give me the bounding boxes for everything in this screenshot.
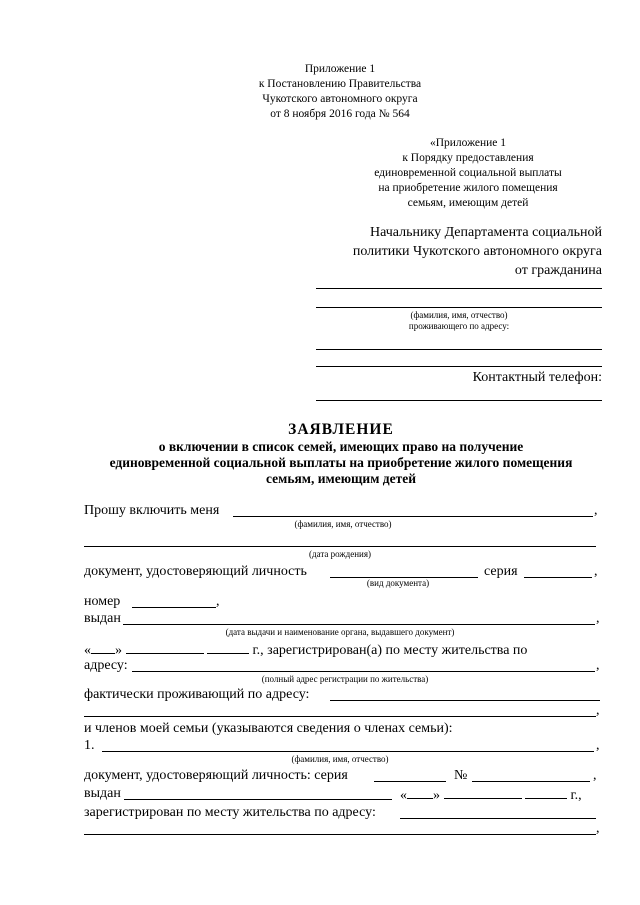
- series-label: серия: [484, 564, 518, 579]
- applicant-name-line-2[interactable]: [316, 307, 602, 308]
- quote-open: «: [84, 643, 91, 658]
- addressee-line: политики Чукотского автономного округа: [352, 244, 602, 259]
- header-line: Чукотского автономного округа: [262, 93, 418, 105]
- order-appendix-header: [338, 136, 598, 211]
- hint-address: проживающего по адресу:: [408, 321, 510, 331]
- header-line: «Приложение 1: [429, 137, 507, 149]
- doc-label: документ, удостоверяющий личность: [84, 564, 307, 579]
- quote-close: »: [433, 788, 440, 803]
- year-field[interactable]: [207, 640, 249, 654]
- header-line: семьям, имеющим детей: [407, 197, 529, 209]
- series-line[interactable]: [524, 577, 592, 578]
- member-day-field[interactable]: [407, 785, 433, 799]
- request-label: Прошу включить меня: [84, 503, 220, 518]
- hint-fio: (фамилия, имя, отчество): [410, 310, 508, 320]
- hint-doc-type: (вид документа): [366, 578, 430, 588]
- reg-address-line[interactable]: [132, 671, 595, 672]
- hint-reg-address: (полный адрес регистрации по жительства): [261, 674, 429, 684]
- header-line: от 8 ноября 2016 года № 564: [270, 108, 410, 120]
- member-reg-label: зарегистрирован по месту жительства по адресу:: [84, 805, 376, 820]
- title-subline: о включении в список семей, имеющих право на получение: [158, 439, 524, 454]
- hint-member-fio: (фамилия, имя, отчество): [291, 754, 389, 764]
- member-issued-label: выдан: [84, 786, 121, 801]
- applicant-fio-line[interactable]: [233, 516, 593, 517]
- member-date-row: [400, 785, 582, 804]
- addressee-block: [282, 223, 602, 280]
- address-label: адресу:: [84, 658, 128, 673]
- phone-line[interactable]: [316, 400, 602, 401]
- header-line: на приобретение жилого помещения: [378, 182, 558, 194]
- hint-birth-date: (дата рождения): [309, 549, 371, 559]
- issued-line[interactable]: [123, 624, 595, 625]
- title-subline: единовременной социальной выплаты на приобретение жилого помещения: [109, 455, 573, 470]
- header-line: Приложение 1: [304, 63, 376, 75]
- comma: ,: [596, 738, 600, 753]
- applicant-name-line-1[interactable]: [316, 288, 602, 289]
- hint-fio: (фамилия, имя, отчество): [294, 519, 392, 529]
- date-row: [84, 640, 527, 659]
- member-issued-line[interactable]: [124, 799, 392, 800]
- number-line[interactable]: [132, 607, 216, 608]
- phone-label: Контактный телефон:: [472, 370, 602, 385]
- member-reg-line-2[interactable]: [84, 834, 596, 835]
- member-year-field[interactable]: [525, 785, 567, 799]
- appendix-header: [170, 62, 510, 122]
- member-month-field[interactable]: [444, 785, 522, 799]
- comma: ,: [596, 703, 600, 718]
- year-suffix: г.,: [570, 788, 582, 803]
- applicant-address-line-2[interactable]: [316, 366, 602, 367]
- number-label: номер: [84, 594, 121, 609]
- quote-open: «: [400, 788, 407, 803]
- actual-address-line-2[interactable]: [84, 716, 596, 717]
- actual-address-label: фактически проживающий по адресу:: [84, 687, 310, 702]
- document-title: ЗАЯВЛЕНИЕ: [288, 421, 394, 438]
- member-series-line[interactable]: [374, 781, 446, 782]
- header-line: к Постановлению Правительства: [258, 78, 422, 90]
- title-subline: семьям, имеющим детей: [266, 471, 416, 486]
- comma: ,: [593, 768, 597, 783]
- member-fio-line[interactable]: [102, 751, 594, 752]
- header-line: единовременной социальной выплаты: [374, 167, 562, 179]
- issued-label: выдан: [84, 611, 121, 626]
- comma: ,: [596, 611, 600, 626]
- comma: ,: [216, 594, 220, 609]
- year-reg-label: г., зарегистрирован(а) по месту жительства по: [252, 643, 528, 658]
- member-number: 1.: [84, 738, 95, 753]
- day-field[interactable]: [91, 640, 115, 654]
- number-sign: №: [454, 768, 468, 783]
- comma: ,: [596, 821, 600, 836]
- family-label: и членов моей семьи (указываются сведения о членах семьи):: [84, 721, 453, 736]
- member-doc-label: документ, удостоверяющий личность: серия: [84, 768, 348, 783]
- comma: ,: [594, 564, 598, 579]
- header-line: к Порядку предоставления: [402, 152, 534, 164]
- comma: ,: [594, 503, 598, 518]
- comma: ,: [596, 658, 600, 673]
- addressee-line: Начальнику Департамента социальной: [369, 225, 602, 240]
- hint-issue: (дата выдачи и наименование органа, выдавшего документ): [225, 627, 455, 637]
- applicant-address-line-1[interactable]: [316, 349, 602, 350]
- quote-close: »: [115, 643, 122, 658]
- member-reg-line-1[interactable]: [400, 818, 596, 819]
- month-field[interactable]: [126, 640, 204, 654]
- addressee-line: от гражданина: [514, 263, 602, 278]
- actual-address-line-1[interactable]: [330, 700, 600, 701]
- member-number-line[interactable]: [472, 781, 590, 782]
- birth-date-line[interactable]: [84, 546, 596, 547]
